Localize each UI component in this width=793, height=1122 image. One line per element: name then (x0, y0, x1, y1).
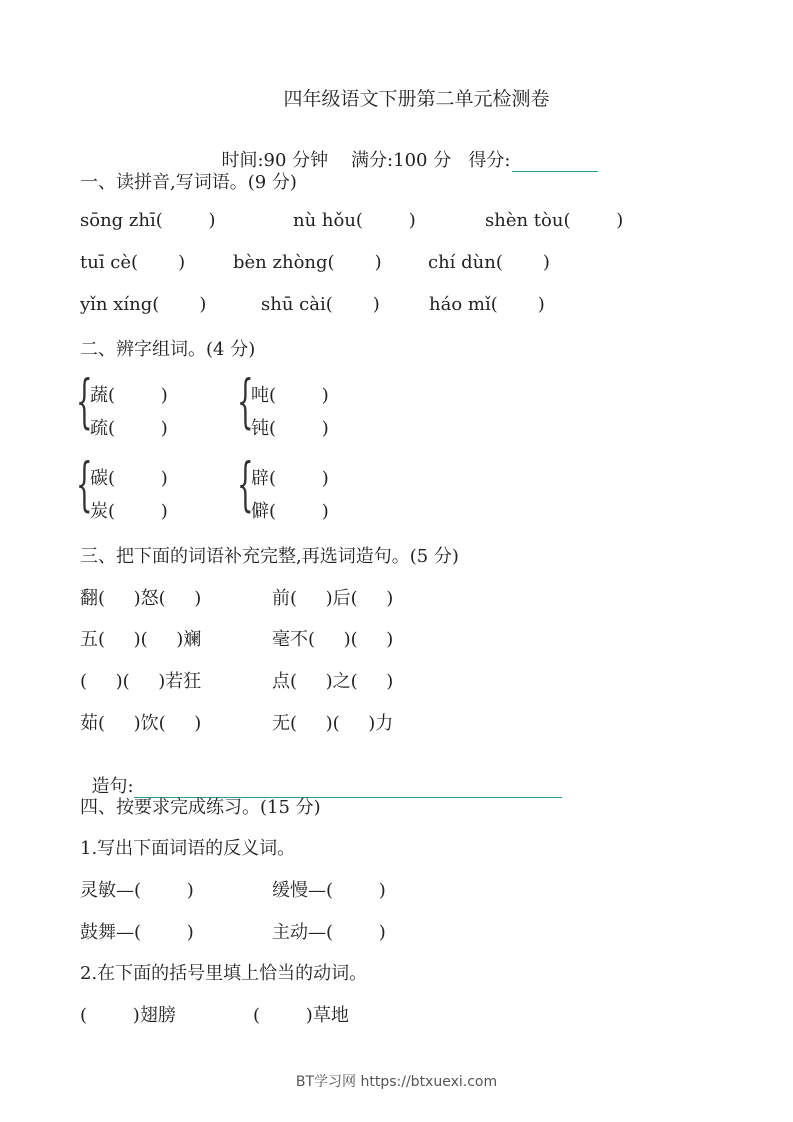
idiom-item[interactable]: ( )( )若狂 (80, 671, 202, 692)
score-input-line[interactable] (512, 153, 598, 172)
char-group-bottom[interactable]: 钝( ) (251, 418, 329, 439)
sub2-title: 2.在下面的括号里填上恰当的动词。 (80, 963, 368, 984)
antonym-item[interactable]: 主动—( ) (272, 922, 386, 943)
idiom-item[interactable]: 无( )( )力 (272, 713, 394, 734)
idiom-item[interactable]: 翻( )怒( ) (80, 588, 202, 609)
brace-icon: { (76, 367, 93, 435)
sentence-row (80, 751, 562, 798)
char-group-top[interactable]: 碳( ) (90, 468, 168, 489)
full-score-label: 满分:100 分 (351, 150, 452, 171)
verb-item[interactable]: ( )翅膀 (80, 1005, 176, 1026)
char-group-top[interactable]: 吨( ) (251, 385, 329, 406)
section2-heading: 二、辨字组词。(4 分) (80, 339, 256, 360)
pinyin-item[interactable]: shū cài( ) (261, 294, 380, 315)
pinyin-item[interactable]: háo mǐ( ) (429, 294, 545, 315)
idiom-item[interactable]: 五( )( )斓 (80, 629, 202, 650)
char-group-top[interactable]: 蔬( ) (90, 385, 168, 406)
pinyin-item[interactable]: nù hǒu( ) (293, 210, 416, 231)
pinyin-item[interactable]: yǐn xíng( ) (80, 294, 207, 315)
antonym-item[interactable]: 鼓舞—( ) (80, 922, 194, 943)
idiom-item[interactable]: 毫不( )( ) (272, 629, 394, 650)
char-group-bottom[interactable]: 疏( ) (90, 418, 168, 439)
footer-watermark: BT学习网 https://btxuexi.com (295, 1074, 498, 1090)
verb-item[interactable]: ( )草地 (253, 1005, 349, 1026)
page-title: 四年级语文下册第二单元检测卷 (283, 88, 550, 110)
pinyin-item[interactable]: chí dùn( ) (428, 252, 550, 273)
exam-meta (210, 125, 598, 172)
char-group-top[interactable]: 辟( ) (251, 468, 329, 489)
antonym-item[interactable]: 灵敏—( ) (80, 880, 194, 901)
sentence-label: 造句: (91, 776, 134, 797)
pinyin-item[interactable]: bèn zhòng( ) (233, 252, 382, 273)
idiom-item[interactable]: 点( )之( ) (272, 671, 394, 692)
brace-icon: { (237, 450, 254, 518)
time-label: 时间:90 分钟 (221, 150, 329, 171)
char-group-bottom[interactable]: 僻( ) (251, 501, 329, 522)
section3-heading: 三、把下面的词语补充完整,再选词造句。(5 分) (80, 546, 459, 567)
brace-icon: { (76, 450, 93, 518)
section4-heading: 四、按要求完成练习。(15 分) (80, 797, 321, 818)
sub1-title: 1.写出下面词语的反义词。 (80, 838, 296, 859)
section1-heading: 一、读拼音,写词语。(9 分) (80, 172, 297, 193)
brace-icon: { (237, 367, 254, 435)
score-label: 得分: (468, 150, 511, 171)
idiom-item[interactable]: 茹( )饮( ) (80, 713, 202, 734)
pinyin-item[interactable]: shèn tòu( ) (485, 210, 624, 231)
pinyin-item[interactable]: tuī cè( ) (80, 252, 186, 273)
antonym-item[interactable]: 缓慢—( ) (272, 880, 386, 901)
idiom-item[interactable]: 前( )后( ) (272, 588, 394, 609)
char-group-bottom[interactable]: 炭( ) (90, 501, 168, 522)
pinyin-item[interactable]: sōng zhī( ) (80, 210, 216, 231)
